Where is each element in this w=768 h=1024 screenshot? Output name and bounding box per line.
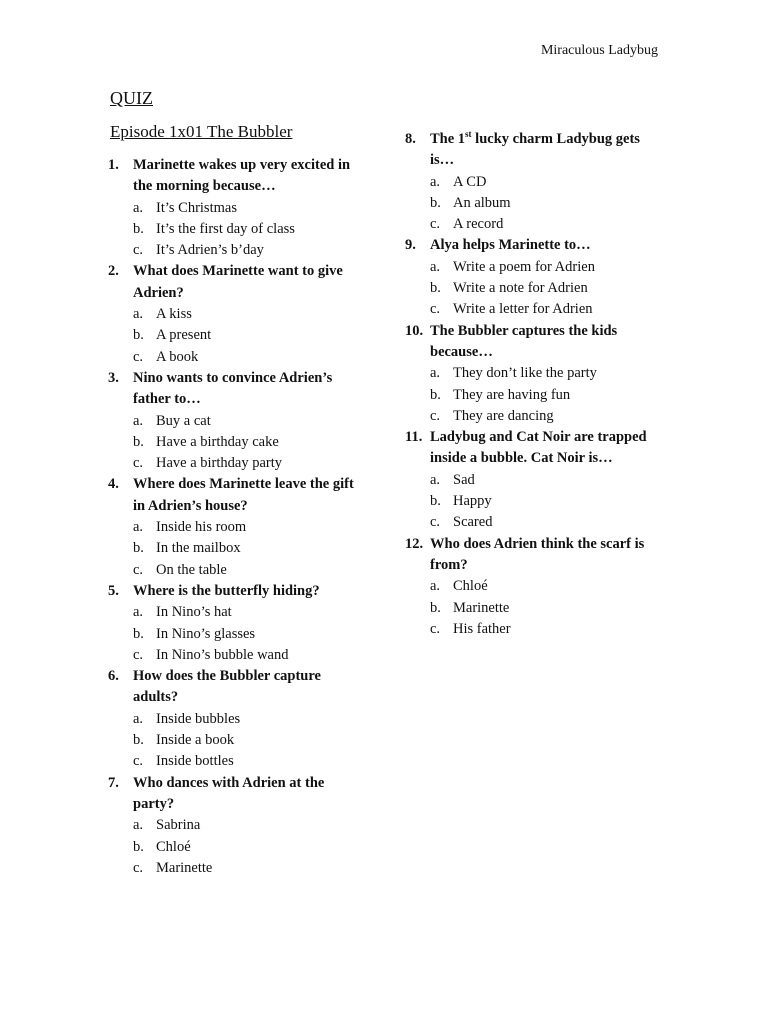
answer-option: a. Write a poem for Adrien [430, 258, 595, 275]
question-text: Alya helps Marinette to… [430, 237, 591, 254]
answer-options [108, 304, 366, 368]
question-text: What does Marinette want to give Adrien? [133, 263, 343, 301]
answer-options [405, 576, 655, 640]
answer-option: a. A CD [430, 173, 487, 190]
answer-option: a. Buy a cat [133, 412, 211, 429]
question-number: 10. [405, 322, 424, 339]
answer-options [405, 470, 655, 534]
question-7 [108, 773, 366, 879]
answer-option: b. A present [133, 327, 212, 344]
answer-options [108, 517, 366, 581]
quiz-title: QUIZ [110, 88, 153, 108]
answer-options [108, 602, 366, 666]
document-header: Miraculous Ladybug [540, 43, 658, 58]
question-number: 1. [108, 157, 119, 173]
answer-options [108, 411, 366, 475]
question-text: Who dances with Adrien at the party? [133, 774, 325, 812]
question-text: Ladybug and Cat Noir are trapped inside a bubble. Cat Noir is… [430, 429, 647, 467]
question-text: How does the Bubbler capture adults? [133, 668, 321, 706]
questions-right-rest [405, 235, 655, 640]
answer-option: c. Scared [430, 514, 493, 531]
answer-options [405, 172, 655, 236]
episode-title: Episode 1x01 The Bubbler [110, 122, 293, 141]
questions-column-right [405, 129, 655, 640]
answer-option: c. Inside bottles [133, 753, 234, 770]
answer-option: c. It’s Adrien’s b’day [133, 242, 264, 259]
answer-option: a. Sad [430, 471, 475, 488]
answer-option: a. It’s Christmas [133, 199, 237, 216]
answer-option: b. Write a note for Adrien [430, 280, 588, 297]
answer-option: c. A book [133, 348, 199, 365]
question-number: 6. [108, 668, 119, 685]
question-number: 11. [405, 429, 423, 446]
answer-option: a. In Nino’s hat [133, 604, 232, 621]
question-text: Who does Adrien think the scarf is from? [430, 535, 645, 573]
answer-option: c. They are dancing [430, 407, 554, 424]
answer-option: c. Marinette [133, 859, 213, 876]
question-text: Where is the butterfly hiding? [133, 582, 320, 599]
answer-option: c. Have a birthday party [133, 455, 283, 472]
question-3 [108, 368, 366, 474]
question-text: The Bubbler captures the kids because… [430, 322, 618, 360]
answer-option: b. Marinette [430, 599, 510, 616]
answer-option: c. His father [430, 620, 511, 637]
question-text: Marinette wakes up very excited in the morning because… [133, 157, 351, 195]
answer-option: c. A record [430, 216, 504, 233]
question-9 [405, 235, 655, 320]
question-number: 5. [108, 582, 119, 599]
answer-option: a. Inside bubbles [133, 710, 241, 727]
answer-option: a. Chloé [430, 578, 488, 595]
question-number: 8. [405, 131, 416, 147]
answer-option: b. It’s the first day of class [133, 220, 295, 237]
questions-column-left [108, 155, 366, 879]
answer-option: c. Write a letter for Adrien [430, 301, 593, 318]
question-number: 12. [405, 535, 424, 552]
question-6 [108, 666, 366, 772]
question-number: 7. [108, 774, 119, 791]
answer-options [108, 198, 366, 262]
answer-option: a. Inside his room [133, 519, 247, 536]
question-number: 4. [108, 476, 119, 493]
question-11 [405, 427, 655, 533]
answer-option: b. Inside a book [133, 732, 235, 749]
answer-option: c. On the table [133, 561, 227, 578]
answer-option: c. In Nino’s bubble wand [133, 646, 289, 663]
question-5 [108, 581, 366, 666]
answer-option: b. Happy [430, 493, 492, 510]
question-12 [405, 534, 655, 640]
question-text: The 1st lucky charm Ladybug gets is… [430, 129, 640, 169]
question-text: Where does Marinette leave the gift in Adrien’s house? [133, 476, 354, 514]
question-2 [108, 261, 366, 367]
answer-option: b. Have a birthday cake [133, 433, 279, 450]
question-10 [405, 321, 655, 427]
question-8 [405, 129, 655, 235]
answer-option: b. Chloé [133, 838, 191, 855]
answer-options [108, 815, 366, 879]
question-number: 9. [405, 237, 416, 254]
answer-options [108, 709, 366, 773]
answer-option: a. A kiss [133, 306, 192, 323]
answer-option: a. Sabrina [133, 817, 201, 834]
answer-option: b. They are having fun [430, 386, 571, 403]
question-text: Nino wants to convince Adrien’s father to… [133, 369, 333, 408]
answer-option: b. An album [430, 194, 511, 211]
question-1 [108, 155, 366, 261]
question-number: 2. [108, 263, 119, 280]
answer-options [405, 363, 655, 427]
answer-option: b. In Nino’s glasses [133, 625, 256, 642]
question-4 [108, 474, 366, 580]
question-number: 3. [108, 369, 119, 386]
answer-option: b. In the mailbox [133, 540, 241, 557]
answer-option: a. They don’t like the party [430, 365, 597, 382]
answer-options [405, 257, 655, 321]
